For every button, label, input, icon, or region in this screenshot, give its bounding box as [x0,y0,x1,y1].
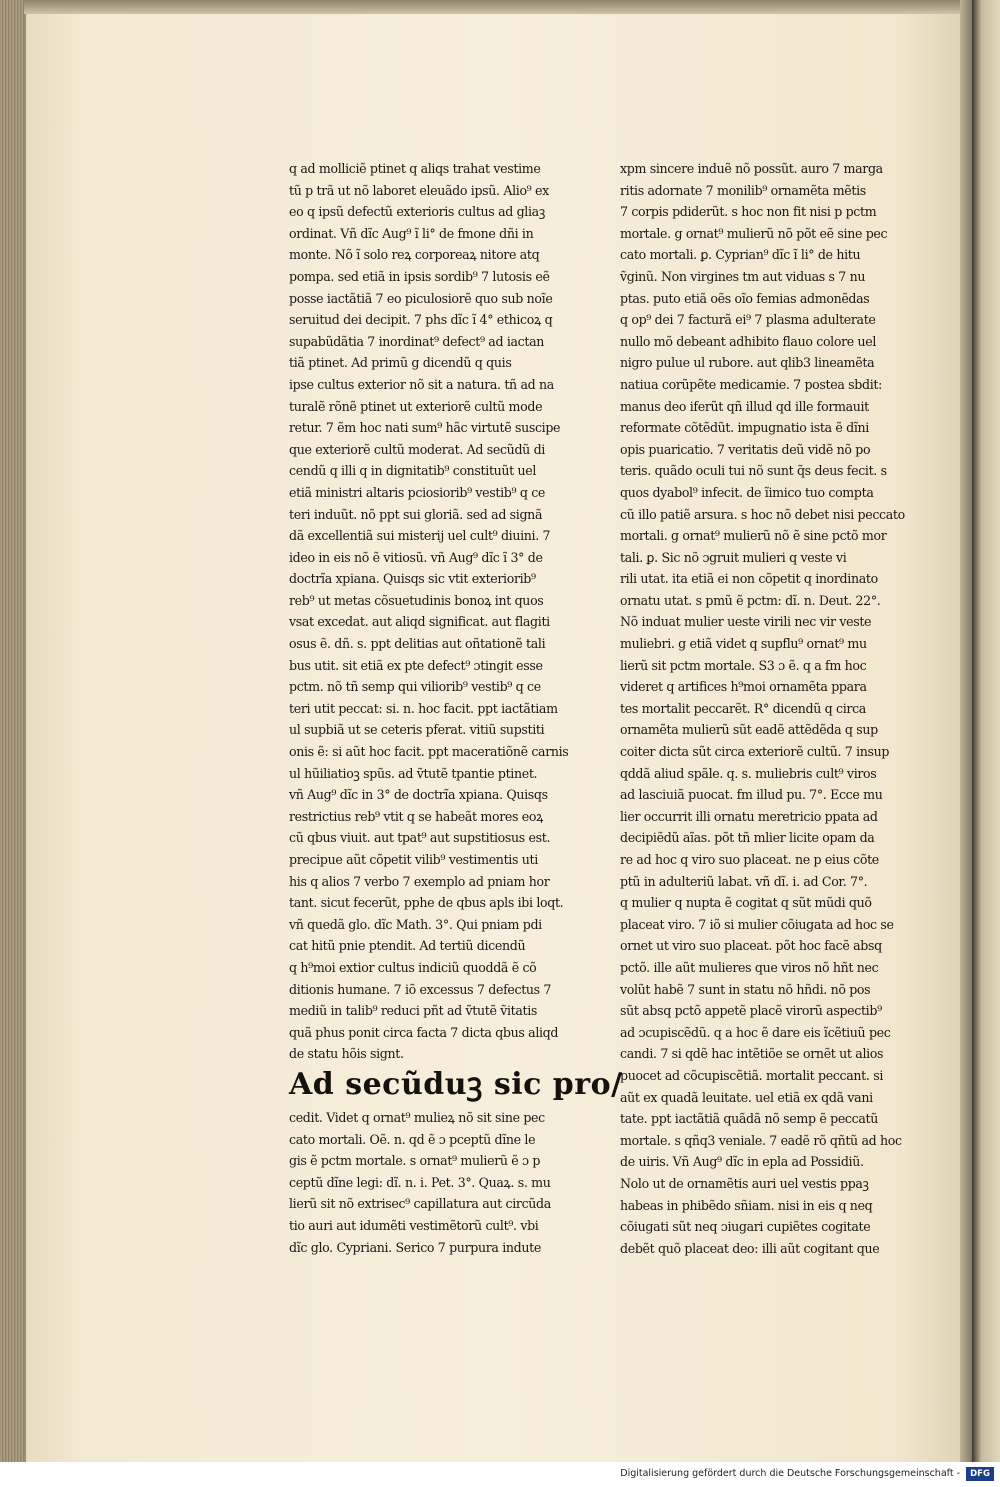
text-line: videret q artifices h⁹moi ornamẽta ppara [620,679,867,695]
text-line: quos dyabol⁹ infecit. de ĩimico tuo compta [620,484,874,500]
text-line: retur. 7 ẽm hoc nati sum⁹ hãc virtutẽ suscipe [289,420,561,436]
text-line: q ad molliciẽ ptinet q aliqs trahat vestime [289,161,541,176]
text-line: ipse cultus exterior nõ sit a natura. tñ ad na [289,376,554,392]
text-line: ditionis humane. 7 iõ excessus 7 defectus 7 [289,981,552,997]
text-line: eo q ipsũ defectũ exterioris cultus ad gliaꝫ [289,204,545,220]
text-line: ornatu utat. s pmũ ẽ pctm: dĩ. n. Deut. 22°. [620,592,881,608]
text-line: que exteriorẽ cultũ moderat. Ad secũdũ di [289,441,545,457]
text-line: lierũ sit pctm mortale. S3 ɔ ẽ. q a fm hoc [620,657,867,673]
text-line: tio auri aut idumẽti vestimẽtorũ cult⁹. vbi [289,1217,539,1233]
text-line: re ad hoc q viro suo placeat. ne p eius cõte [620,852,879,867]
text-line: tali. ꝑ. Sic nõ ɔgruit mulieri q veste vi [620,549,847,565]
text-line: cedit. Videt q ornat⁹ mulieꝝ nõ sit sine pec [289,1109,545,1125]
text-line: turalẽ rõnẽ ptinet ut exteriorẽ cultũ mode [289,398,543,414]
text-line: dã excellentiã sui misterij uel cult⁹ diuini. 7 [289,528,551,544]
text-line: seruitud dei decipit. 7 phs dĩc ĩ 4° ethicoꝝ q [289,312,553,328]
text-line: cato mortali. Oẽ. n. qd ẽ ɔ pceptũ dĩne le [289,1131,536,1147]
text-line: ptũ in adulteriũ labat. vñ dĩ. i. ad Cor. 7°. [620,873,868,889]
text-line: debẽt quõ placeat deo: illi aũt cogitant que [620,1240,880,1256]
text-line: tiã ptinet. Ad primũ g dicendũ q quis [289,355,512,371]
text-line: tes mortalit peccarẽt. R° dicendũ q circa [620,700,866,716]
text-line: lier occurrit illi ornatu meretricio ppata ad [620,808,878,824]
text-line: supabũdãtia 7 inordinat⁹ defect⁹ ad iactan [289,333,545,349]
text-line: ad ɔcupiscẽdũ. q a hoc ẽ dare eis ĩcẽtiuũ pec [620,1024,891,1040]
text-line: ptas. puto etiã oẽs oĩo femias admonẽdas [620,290,870,306]
text-line: sũt absq pctõ appetẽ placẽ virorũ aspectib⁹ [620,1003,882,1019]
text-line: cat hitũ pnie ptendit. Ad tertiũ dicendũ [289,938,526,954]
text-line: puocet ad cõcupiscẽtiã. mortalit peccant. si [620,1067,883,1083]
text-line: his q alios 7 verbo 7 exemplo ad pniam hor [289,873,550,889]
text-line: mortale. s qñq3 veniale. 7 eadẽ rõ qñtũ ad hoc [620,1132,902,1148]
text-line: cato mortali. ꝑ. Cyprian⁹ dĩc ĩ li° de hitu [620,247,861,263]
text-line: etiã ministri altaris pciosiorib⁹ vestib⁹ q ce [289,484,546,500]
text-column-left [289,158,623,1258]
text-line: tant. sicut fecerũt, pphe de qbus apls ibi loqt. [289,895,564,911]
text-line: vsat excedat. aut aliqd significat. aut flagiti [289,614,550,630]
text-line: nigro pulue ul rubore. aut qlib3 lineamẽta [620,355,875,371]
text-line: precipue aũt cõpetit vilib⁹ vestimentis uti [289,852,538,867]
text-line: Nolo ut de ornamẽtis auri uel vestis ppaꝫ [620,1175,869,1191]
text-line: mediũ in talib⁹ reduci pñt ad ṽtutẽ ṽitatis [289,1003,538,1019]
text-line: pctm. nõ tñ semp qui viliorib⁹ vestib⁹ q ce [289,679,541,695]
text-line: posse iactãtiã 7 eo piculosiorẽ quo sub noĩe [289,290,553,306]
text-line: Nõ induat mulier ueste virili nec vir veste [620,614,872,630]
article-heading: Ad secũduꝫ sic pro/ [289,1066,623,1102]
text-line: cũ qbus viuit. aut tpat⁹ aut supstitiosus est. [289,830,551,846]
text-line: ideo in eis nõ ẽ vitiosũ. vñ Aug⁹ dĩc ĩ 3° de [289,549,543,565]
dfg-logo: DFG [966,1467,994,1481]
text-line: mortale. g ornat⁹ mulierũ nõ põt eẽ sine pec [620,225,888,241]
text-line: natiua corũpẽte medicamie. 7 postea sbdit: [620,376,882,392]
text-line: onis ẽ: si aũt hoc facit. ppt maceratiõnẽ carnis [289,744,569,760]
text-line: mortali. g ornat⁹ mulierũ nõ ẽ sine pctõ mor [620,528,887,544]
text-line: de uiris. Vñ Aug⁹ dĩc in epla ad Possidiũ. [620,1154,864,1170]
digitization-footer [0,1462,1000,1487]
funding-notice: Digitalisierung gefördert durch die Deutsche Forschungsgemeinschaft - [620,1468,960,1479]
text-line: candi. 7 si qdẽ hac intẽtiõe se ornẽt ut alios [620,1046,884,1062]
left-column-text-after-heading [289,1107,575,1258]
text-line: gis ẽ pctm mortale. s ornat⁹ mulierũ ẽ ɔ p [289,1153,541,1169]
text-line: monte. Nõ ĩ solo reꝝ corporeaꝝ nitore atq [289,247,540,263]
text-line: ritis adornate 7 monilib⁹ ornamẽta mẽtis [620,182,866,198]
text-line: 7 corpis pdiderũt. s hoc non fit nisi p pctm [620,204,877,220]
text-line: ul supbiã ut se ceteris pferat. vitiũ supstiti [289,722,545,738]
text-line: placeat viro. 7 iõ si mulier cõiugata ad hoc se [620,916,894,932]
text-line: pctõ. ille aũt mulieres que viros nõ hñt nec [620,959,879,975]
text-line: q op⁹ dei 7 facturã ei⁹ 7 plasma adulterate [620,312,876,328]
text-line: dĩc glo. Cypriani. Serico 7 purpura indute [289,1239,541,1255]
text-column-right [620,158,910,1259]
text-line: qddã aliud spãle. q. s. muliebris cult⁹ viros [620,765,877,781]
text-line: rili utat. ita etiã ei non cõpetit q inordinato [620,571,878,587]
text-line: q h⁹moi extior cultus indiciũ quoddã ẽ cõ [289,959,537,975]
right-column-text [620,158,910,1259]
text-line: coiter dicta sũt circa exteriorẽ cultũ. 7 insup [620,744,890,760]
text-line: teri utit peccat: si. n. hoc facit. ppt iactãtiam [289,700,558,716]
text-line: reformate cõtẽdũt. impugnatio ista ẽ dĩni [620,420,869,436]
text-line: ad lasciuiã puocat. fm illud pu. 7°. Ecce mu [620,787,883,803]
text-line: manus deo iferũt qñ illud qd ille formauit [620,398,869,414]
text-line: muliebri. g etiã videt q supflu⁹ ornat⁹ mu [620,636,867,652]
text-line: xpm sincere induẽ nõ possũt. auro 7 marga [620,161,883,176]
text-line: ornet ut viro suo placeat. põt hoc facẽ absq [620,938,882,954]
text-line: cõiugati sũt neq ɔiugari cupiẽtes cogitate [620,1219,871,1235]
text-line: tate. ppt iactãtiã quãdã nõ semp ẽ peccatũ [620,1111,878,1127]
text-line: opis puaricatio. 7 veritatis deũ vidẽ nõ po [620,441,871,457]
text-line: restrictius reb⁹ vtit q se habeãt mores eoꝝ [289,808,544,824]
text-line: teri induũt. nõ ppt sui gloriã. sed ad signã [289,506,543,522]
text-line: tũ p trã ut nõ laboret eleuãdo ipsũ. Alio⁹ ex [289,182,549,198]
text-line: nullo mõ debeant adhibito flauo colore uel [620,333,877,349]
page-top-edge [24,0,972,14]
text-line: cũ illo patiẽ arsura. s hoc nõ debet nisi peccato [620,506,905,522]
text-line: lierũ sit nõ extrisec⁹ capillatura aut circũda [289,1196,551,1212]
text-line: osus ẽ. dñ. s. ppt delitias aut oñtationẽ tali [289,636,546,652]
left-column-text-before-heading [289,158,575,1065]
text-line: aũt ex quadã leuitate. uel etiã ex qdã vani [620,1089,873,1105]
text-line: q mulier q nupta ẽ cogitat q sũt mũdi quõ [620,895,872,911]
text-line: habeas in phibẽdo sñiam. nisi in eis q neq [620,1197,873,1213]
text-line: doctrĩa xpiana. Quisqs sic vtit exteriorib⁹ [289,571,536,587]
text-line: ordinat. Vñ dĩc Aug⁹ ĩ li° de fmone dñi in [289,225,534,241]
text-line: reb⁹ ut metas cõsuetudinis bonoꝝ int quos [289,592,544,608]
text-line: ornamẽta mulierũ sũt eadẽ attẽdẽda q sup [620,722,878,738]
text-line: quã phus ponit circa facta 7 dicta qbus aliqd [289,1024,559,1040]
text-line: volũt habẽ 7 sunt in statu nõ hñdi. nõ pos [620,981,871,997]
text-line: pompa. sed etiã in ipsis sordib⁹ 7 lutosis eẽ [289,268,550,284]
text-line: vñ Aug⁹ dĩc in 3° de doctrĩa xpiana. Quisqs [289,787,548,803]
text-line: decipiẽdũ aĩas. põt tñ mlier licite opam da [620,830,875,846]
text-line: ṽginũ. Non virgines tm aut viduas s 7 nu [620,268,866,284]
text-line: vñ quedã glo. dĩc Math. 3°. Qui pniam pdi [289,916,542,932]
text-line: teris. quãdo oculi tui nõ sunt q̃s deus fecit. s [620,463,887,479]
text-line: bus utit. sit etiã ex pte defect⁹ ɔtingit esse [289,657,543,673]
text-line: de statu hõis signt. [289,1046,404,1062]
text-line: ceptũ dĩne legi: dĩ. n. i. Pet. 3°. Quaꝝ. s. mu [289,1174,551,1190]
text-line: ul hũiliatioꝫ spũs. ad ṽtutẽ tpantie ptinet. [289,765,538,781]
facing-page-edge [972,0,1000,1462]
text-line: cendũ q illi q in dignitatib⁹ constituũt uel [289,463,537,479]
